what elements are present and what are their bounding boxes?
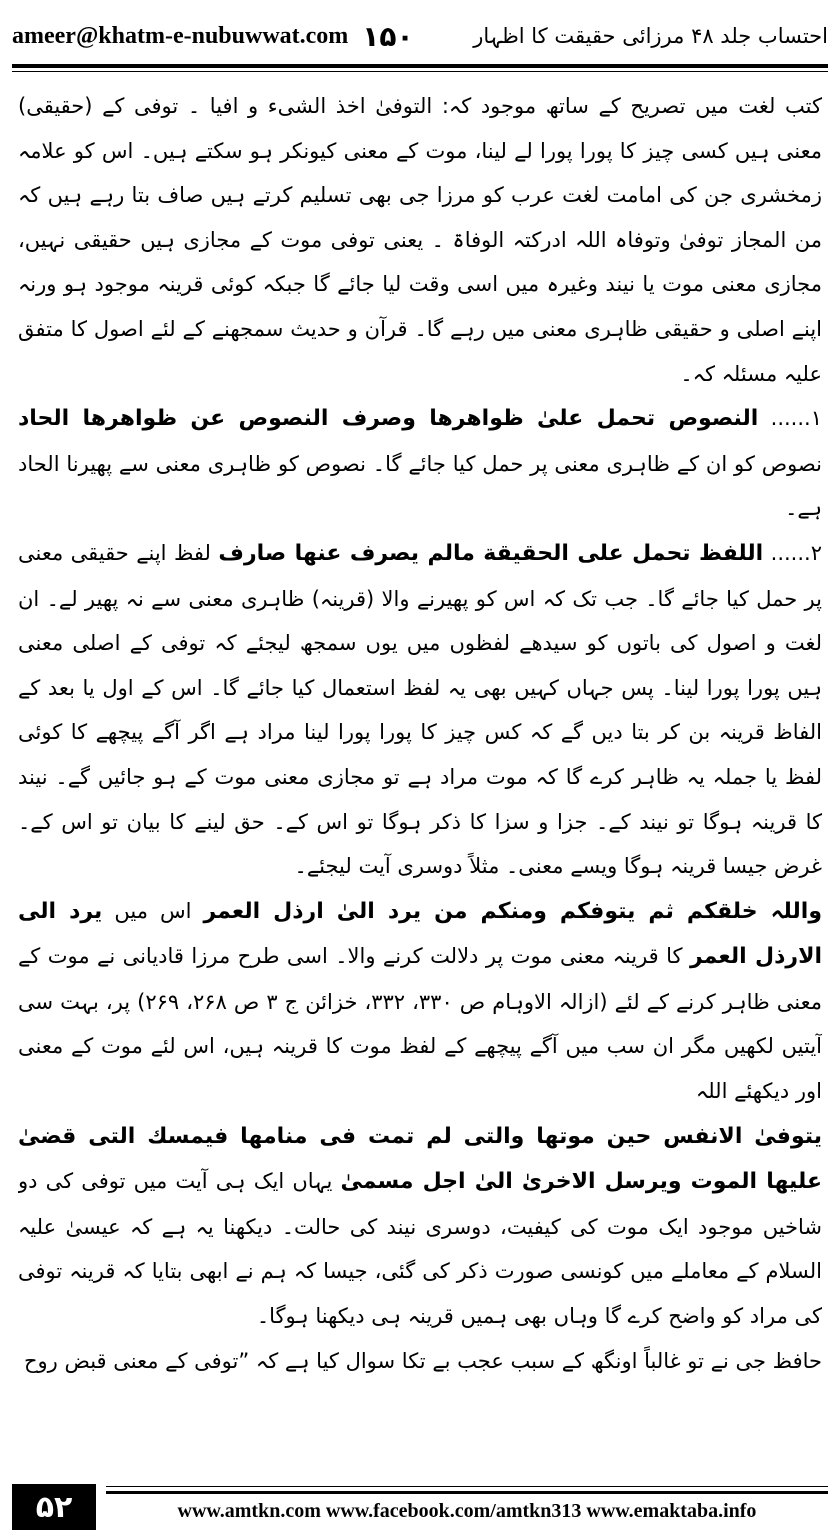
header-rule-thin xyxy=(12,71,828,72)
ayah-1-part: یرد الی الارذل العمر xyxy=(18,898,822,970)
paragraph-3-a: اس میں xyxy=(114,898,192,923)
paragraph-3 xyxy=(18,889,822,1114)
header-page-number: ۱۵۰ xyxy=(362,19,414,53)
rule-1-arabic: النصوص تحمل علیٰ ظواهرها وصرف النصوص عن ظواهرها الحاد xyxy=(18,406,759,432)
ayah-1: واللہ خلقکم ثم یتوفکم ومنکم من یرد الیٰ ارذل العمر xyxy=(203,898,822,924)
ayah-2: یتوفیٰ الانفس حین موتها والتی لم تمت فی منامها فیمسك التی قضیٰ علیها الموت ویرسل الاخریٰ الیٰ اجل مسمیٰ xyxy=(18,1123,822,1195)
header-rule-thick xyxy=(12,64,828,68)
header-title: احتساب جلد ۴۸ مرزائی حقیقت کا اظہار xyxy=(473,24,828,48)
paragraph-1: کتب لغت میں تصریح کے ساتھ موجود کہ: التوفیٰ اخذ الشیء و افیا ۔ توفی کے (حقیقی) معنی ہیں کسی چیز کا پورا پورا لے لینا، موت کے معنی کیونکر ہو سکتے ہیں۔ اس کو علامہ زمخشری جن کی امامت لغت عرب کو مرزا جی بھی تسلیم کرتے ہیں صاف بتا رہے ہیں کہ من المجاز توفیٰ وتوفاہ اللہ ادرکتہ الوفاۃ ۔ یعنی توفی موت کے مجازی ہیں حقیقی نہیں، مجازی معنی موت یا نیند وغیرہ میں اسی وقت لیا جائے گا جبکہ کوئی قرینہ موجود ہو ورنہ اپنے اصلی و حقیقی ظاہری معنی میں رہے گا۔ قرآن و حدیث سمجھنے کے لئے اصول کا متفق علیہ مسئلہ کہ۔ xyxy=(18,94,822,386)
paragraph-4 xyxy=(18,1114,822,1339)
footer-links: www.amtkn.com www.facebook.com/amtkn313 www.emaktaba.info xyxy=(177,1500,757,1522)
rule-2-number: ۲...... xyxy=(770,540,822,565)
rule-2-arabic: اللفظ تحمل على الحقيقة مالم يصرف عنها صارف xyxy=(218,540,764,566)
footer-rules xyxy=(106,1486,828,1494)
paragraph-3-b: کا قرینہ معنی موت پر دلالت کرنے والا۔ اسی طرح مرزا قادیانی نے موت کے معنی ظاہر کرنے کے لئے (ازالہ الاوہام ص ۳۳۰، ۳۳۲، خزائن ج ۳ ص ۲۶۸، ۲۶۹) پر، بہت سی آیتیں لکھیں مگر ان سب میں آگے پیچھے کے لفظ موت کا قرینہ ہیں، اس لئے موت کے معنی اور دیکھئے اللہ xyxy=(18,944,822,1104)
paragraph-4-text: یہاں ایک ہی آیت میں توفی کی دو شاخیں موجود ایک موت کی کیفیت، دوسری نیند کی حالت۔ دیکھنا یہ ہے کہ عیسیٰ علیہ السلام کے معاملے میں کونسی صورت ذکر کی گئی، جیسا کہ ہم نے ابھی بتایا کہ قرینہ توفی کی مراد کو واضح کرے گا وہاں بھی ہمیں قرینہ ہی دیکھنا ہوگا۔ xyxy=(18,1169,822,1329)
rule-2-urdu: لفظ اپنے حقیقی معنی پر حمل کیا جائے گا۔ جب تک کہ اس کو پھیرنے والا (قرینہ) ظاہری معنی سے نہ پھیر لے۔ ان لغت و اصول کی باتوں کو سیدھے لفظوں میں یوں سمجھ لیجئے کہ توفی کے اصلی معنی ہیں پورا پورا لینا۔ پس جہاں کہیں بھی یہ لفظ استعمال کیا جائے گا۔ اس کے اول یا بعد کے الفاظ قرینہ بن کر بتا دیں گے کہ کس چیز کا پورا پورا لینا مراد ہے اگر آگے پیچھے کا کوئی لفظ یا جملہ یہ ظاہر کرے گا کہ موت مراد ہے تو مجازی معنی موت کے ہو جائیں گے۔ نیند کا قرینہ ہوگا تو نیند کے۔ جزا و سزا کا ذکر ہوگا تو اس کے۔ حق لینے کا بیان تو اس کے۔ غرض جیسا قرینہ ہوگا ویسے معنی۔ مثلاً دوسری آیت لیجئے۔ xyxy=(18,540,822,879)
rule-2 xyxy=(18,531,822,889)
page-footer xyxy=(12,1484,828,1532)
page-body xyxy=(18,84,822,1464)
rule-1 xyxy=(18,396,822,531)
rule-1-number: ۱...... xyxy=(770,406,822,431)
footer-page-number: ۵۲ xyxy=(12,1484,96,1530)
header-left xyxy=(12,20,414,53)
paragraph-5: حافظ جی نے تو غالباً اونگھ کے سبب عجب بے تکا سوال کیا ہے کہ ”توفی کے معنی قبض روح xyxy=(23,1348,822,1373)
rule-1-urdu: نصوص کو ان کے ظاہری معنی پر حمل کیا جائے گا۔ نصوص کو ظاہری معنی سے پھیرنا الحاد ہے۔ xyxy=(18,451,822,521)
page-header xyxy=(12,12,828,60)
header-email: ameer@khatm-e-nubuwwat.com xyxy=(12,22,349,49)
